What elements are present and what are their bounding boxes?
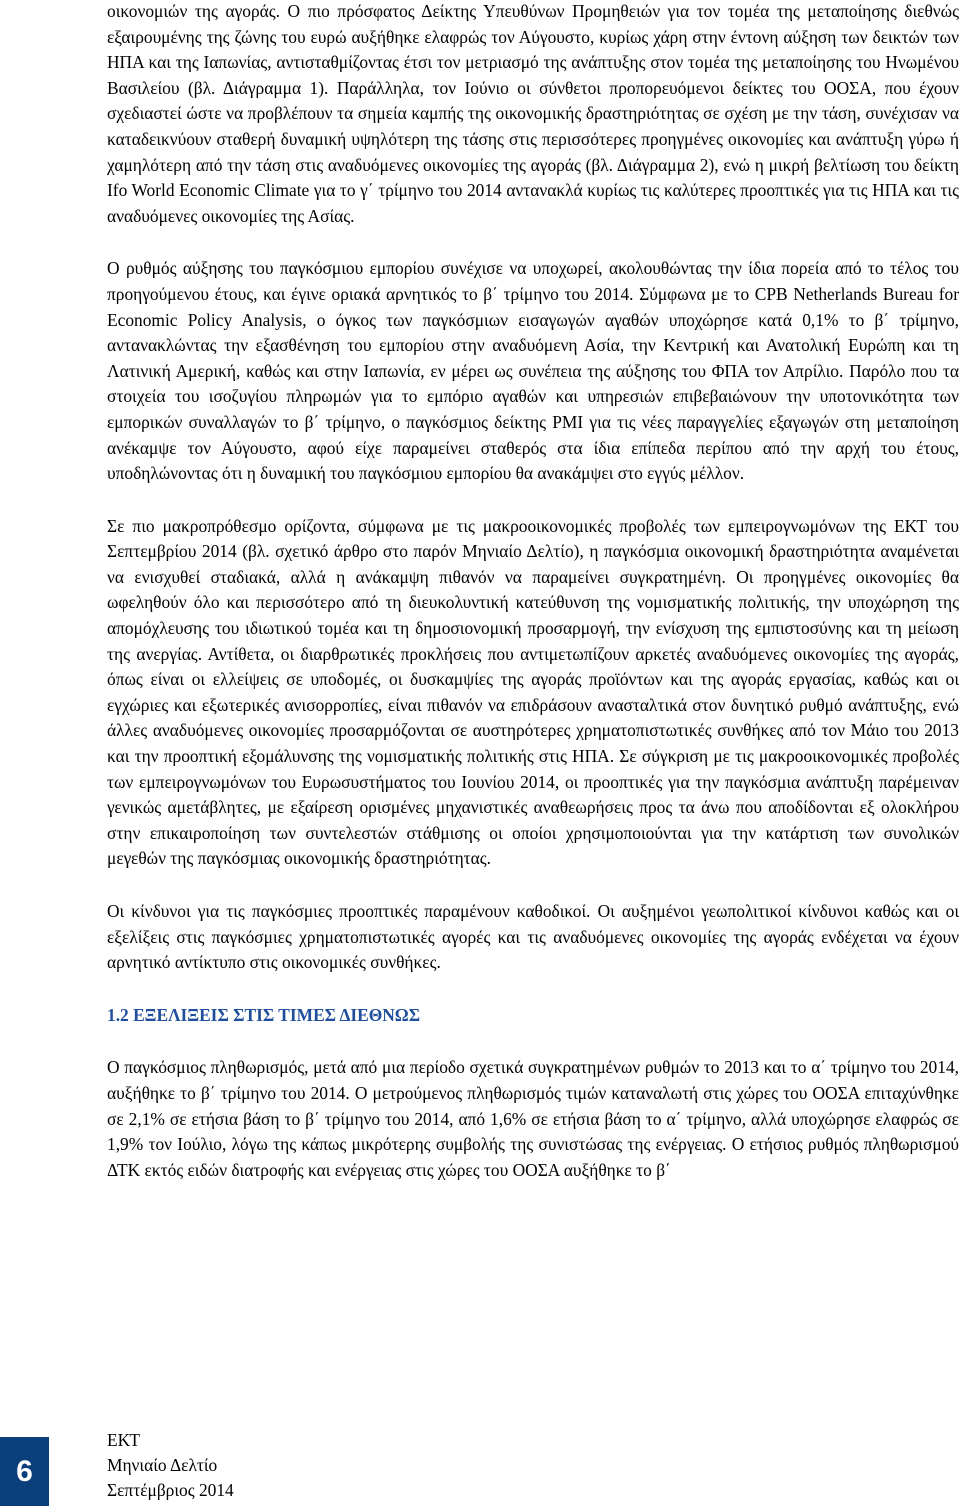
- paragraph-spacer: [107, 229, 959, 256]
- footer-date: Σεπτέμβριος 2014: [107, 1480, 234, 1500]
- paragraph-spacer: [107, 487, 959, 514]
- page-number: 6: [16, 1454, 33, 1488]
- paragraph-world-trade: Ο ρυθμός αύξησης του παγκόσμιου εμπορίου συνέχισε να υποχωρεί, ακολουθώντας την ίδια πορεία από το τέλος του προηγούμενου έτους, και έγινε οριακά αρνητικός το β΄ τρίμηνο του 2014. Σύμφωνα με το CPB Netherlands Bureau for Economic Policy Analysis, ο όγκος των παγκόσμιων εισαγωγών αγαθών υποχώρησε κατά 0,1% το β΄ τρίμηνο, αντανακλώντας την εξασθένηση του εμπορίου στην αναδυόμενη Ασία, την Κεντρική και Ανατολική Ευρώπη και τη Λατινική Αμερική, καθώς και στην Ιαπωνία, εν μέρει ως συνέπεια της αύξησης του ΦΠΑ τον Απρίλιο. Παρόλο που τα στοιχεία του ισοζυγίου πληρωμών για το εμπόριο αγαθών και υπηρεσιών επιβεβαιώνουν την υποτονικότητα των εμπορικών συναλλαγών το β΄ τρίμηνο, ο παγκόσμιος δείκτης PMI για τις νέες παραγγελίες εξαγωγών στη μεταποίηση ανέκαμψε τον Αύγουστο, αφού είχε παραμείνει σταθερός στα ίδια επίπεδα περίπου από την αρχή του έτους, υποδηλώνοντας ότι η δυναμική του παγκόσμιου εμπορίου θα ανακάμψει στο εγγύς μέλλον.: [107, 258, 959, 484]
- paragraph-global-inflation: Ο παγκόσμιος πληθωρισμός, μετά από μια περίοδο σχετικά συγκρατημένων ρυθμών το 2013 και το α΄ τρίμηνο του 2014, αυξήθηκε το β΄ τρίμηνο του 2014. Ο μετρούμενος πληθωρισμός τιμών καταναλωτή στις χώρες του ΟΟΣΑ επιταχύνθηκε σε 2,1% σε ετήσια βάση το β΄ τρίμηνο του 2014, από 1,6% σε ετήσια βάση το α΄ τρίμηνο, αλλά υποχώρησε ελαφρώς σε 1,9% τον Ιούλιο, λόγω της κάπως μικρότερης συμβολής της συνιστώσας της ενέργειας. Ο ετήσιος ρυθμός πληθωρισμού ΔΤΚ εκτός ειδών διατροφής και ενέργειας στις χώρες του ΟΟΣΑ αυξήθηκε το β΄: [107, 1057, 959, 1180]
- paragraph-spacer: [107, 976, 959, 1003]
- page-number-badge: [0, 1437, 49, 1506]
- document-body: [107, 0, 959, 1183]
- paragraph-risks: Οι κίνδυνοι για τις παγκόσμιες προοπτικές παραμένουν καθοδικοί. Οι αυξημένοι γεωπολιτικοί κίνδυνοι καθώς και οι εξελίξεις στις παγκόσμιες χρηματοπιστωτικές αγορές και τις αναδυόμενες οικονομίες της αγοράς ενδέχεται να έχουν αρνητικό αντίκτυπο στις οικονομικές συνθήκες.: [107, 901, 959, 973]
- paragraph-medium-term-outlook: Σε πιο μακροπρόθεσμο ορίζοντα, σύμφωνα με τις μακροοικονομικές προβολές των εμπειρογνωμόνων της ΕΚΤ του Σεπτεμβρίου 2014 (βλ. σχετικό άρθρο στο παρόν Μηνιαίο Δελτίο), η παγκόσμια οικονομική δραστηριότητα αναμένεται να ενισχυθεί σταδιακά, αλλά η ανάκαμψη πιθανόν να παραμείνει συγκρατημένη. Οι προηγμένες οικονομίες θα ωφεληθούν όλο και περισσότερο από τη διευκολυντική κατεύθυνση της νομισματικής πολιτικής, την υποχώρηση της απομόχλευσης του ιδιωτικού τομέα και τη δημοσιονομική προσαρμογή, την ενίσχυση της εμπιστοσύνης και τη μείωση της ανεργίας. Αντίθετα, οι διαρθρωτικές προκλήσεις που αντιμετωπίζουν αρκετές αναδυόμενες οικονομίες της αγοράς, όπως είναι οι ελλείψεις σε υποδομές, οι δυσκαμψίες της αγοράς προϊόντων και της αγοράς εργασίας, καθώς και οι εγχώριες και εξωτερικές ανισορροπίες, είναι πιθανόν να επιδράσουν ανασταλτικά στον δυνητικό ρυθμό ανάπτυξης, ενώ άλλες αναδυόμενες οικονομίες προσαρμόζονται σε αυστηρότερες χρηματοπιστωτικές συνθήκες από τον Μάιο του 2013 και την προοπτική εξομάλυνσης της νομισματικής πολιτικής στις ΗΠΑ. Σε σύγκριση με τις μακροοικονομικές προβολές των εμπειρογνωμόνων του Ευρωσυστήματος του Ιουνίου 2014, οι προοπτικές για την παγκόσμια ανάπτυξη παρέμειναν γενικώς αμετάβλητες, με εξαίρεση ορισμένες μηχανιστικές αναθεωρήσεις προς τα άνω που αποδίδονται εξ ολοκλήρου στην επικαιροποίηση των συντελεστών στάθμισης οι οποίοι χρησιμοποιούνται για την κατάρτιση των συνολικών μεγεθών της παγκόσμιας οικονομικής δραστηριότητας.: [107, 515, 959, 869]
- section-heading: 1.2 ΕΞΕΛΙΞΕΙΣ ΣΤΙΣ ΤΙΜΕΣ ΔΙΕΘΝΩΣ: [107, 1004, 421, 1025]
- paragraph-spacer: [107, 872, 959, 899]
- footer-publisher: ΕΚΤ: [107, 1430, 141, 1450]
- paragraph-global-indicators: οικονομιών της αγοράς. Ο πιο πρόσφατος Δείκτης Υπευθύνων Προμηθειών για τον τομέα της μεταποίησης διεθνώς εξαιρουμένης της ζώνης του ευρώ αυξήθηκε ελαφρώς τον Αύγουστο, κυρίως χάρη στην έντονη αύξηση των δεικτών των ΗΠΑ και της Ιαπωνίας, αντισταθμίζοντας έτσι τον μετριασμό της ανάπτυξης στον τομέα της μεταποίησης του Ηνωμένου Βασιλείου (βλ. Διάγραμμα 1). Παράλληλα, τον Ιούνιο οι σύνθετοι προπορευόμενοι δείκτες του ΟΟΣΑ, που έχουν σχεδιαστεί ώστε να προβλέπουν τα σημεία καμπής της οικονομικής δραστηριότητας σε σχέση με την τάση, συνέχισαν να καταδεικνύουν σταθερή δυναμική υψηλότερη της τάσης στις περισσότερες προηγμένες οικονομίες και ανάπτυξη γύρω ή χαμηλότερη από την τάση στις αναδυόμενες οικονομίες της αγοράς (βλ. Διάγραμμα 2), ενώ η μικρή βελτίωση του δείκτη Ifo World Economic Climate για το γ΄ τρίμηνο του 2014 αντανακλά κυρίως τις καλύτερες προοπτικές για τις ΗΠΑ και τις αναδυόμενες οικονομίες της Ασίας.: [107, 1, 959, 226]
- footer: [107, 1428, 234, 1503]
- paragraph-spacer: [107, 1028, 959, 1055]
- footer-publication: Μηνιαίο Δελτίο: [107, 1455, 218, 1475]
